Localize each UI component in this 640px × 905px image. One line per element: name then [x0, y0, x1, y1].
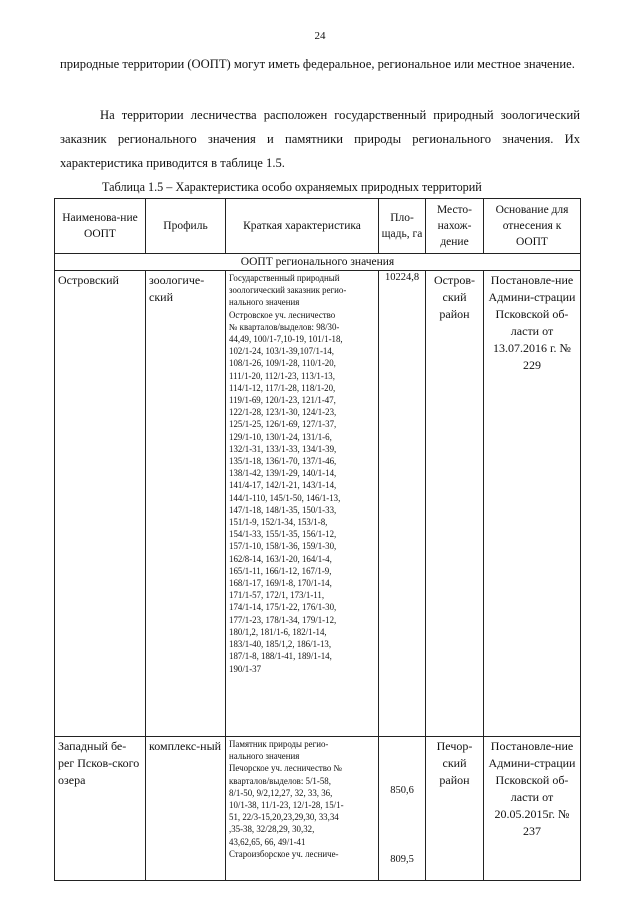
header-profile: Профиль	[146, 199, 226, 254]
header-description: Краткая характеристика	[226, 199, 379, 254]
description-line: 171/1-57, 172/1, 173/1-11,	[229, 590, 325, 601]
oopt-table	[54, 198, 581, 881]
description-line: 102/1-24, 103/1-39,107/1-14,	[229, 346, 335, 357]
description-line: 135/1-18, 136/1-70, 137/1-46,	[229, 456, 337, 467]
intro-paragraph: природные территории (ООПТ) могут иметь федеральное, региональное или местное значение.	[60, 57, 575, 71]
description-line: 183/1-40, 185/1,2, 186/1-13,	[229, 639, 332, 650]
territory-paragraph: На территории лесничества расположен государственный природный зоологический заказник регионального значения и памятники природы регионального значения. Их характеристика приводится в таблице 1.5.	[60, 108, 580, 170]
description-line: 51, 22/3-15,20,23,29,30, 33,34	[229, 812, 339, 823]
description-line: 144/1-110, 145/1-50, 146/1-13,	[229, 492, 341, 503]
header-basis: Основание для отнесения к ООПТ	[484, 199, 581, 254]
description-line: 157/1-10, 158/1-36, 159/1-30,	[229, 541, 337, 552]
description-line: 180/1,2, 181/1-6, 182/1-14,	[229, 626, 327, 637]
description-line: ,35-38, 32/28,29, 30,32,	[229, 824, 315, 835]
description-line: 168/1-17, 169/1-8, 170/1-14,	[229, 578, 332, 589]
description-line: 187/1-8, 188/1-41, 189/1-14,	[229, 651, 332, 662]
description-line: 138/1-42, 139/1-29, 140/1-14,	[229, 468, 337, 479]
description-line: Государственный природный	[229, 273, 340, 283]
description-line: кварталов/выделов: 5/1-58,	[229, 775, 331, 786]
oopt-area: 10224,8	[379, 271, 426, 737]
description-line: 44,49, 100/1-7,10-19, 101/1-18,	[229, 334, 343, 345]
oopt-name: Островский	[55, 271, 146, 737]
description-line: 177/1-23, 178/1-34, 179/1-12,	[229, 614, 337, 625]
table-row	[55, 271, 581, 737]
description-line: 129/1-10, 130/1-24, 131/1-6,	[229, 431, 332, 442]
description-line: 122/1-28, 123/1-30, 124/1-23,	[229, 407, 337, 418]
description-line: 111/1-20, 112/1-23, 113/1-13,	[229, 370, 335, 381]
description-line: 114/1-12, 117/1-28, 118/1-20,	[229, 382, 336, 393]
description-line: 132/1-31, 133/1-33, 134/1-39,	[229, 443, 337, 454]
description-line: № кварталов/выделов: 98/30-	[229, 321, 340, 332]
description-line: 108/1-26, 109/1-28, 110/1-20,	[229, 358, 336, 369]
description-line: 154/1-33, 155/1-35, 156/1-12,	[229, 529, 337, 540]
oopt-name: Западный бе-рег Псков-ского озера	[55, 737, 146, 881]
description-line: 190/1-37	[229, 663, 262, 674]
oopt-basis: Постановле-ние Админи-страции Псковской об-ласти от 20.05.2015г. № 237	[484, 737, 581, 881]
description-line: 43,62,65, 66, 49/1-41	[229, 836, 306, 847]
oopt-area-2: 809,5	[390, 854, 414, 865]
description-line: 165/1-11, 166/1-12, 167/1-9,	[229, 565, 332, 576]
description-line: нального значения	[229, 751, 300, 762]
description-line: 125/1-25, 126/1-69, 127/1-37,	[229, 419, 337, 430]
oopt-description	[226, 737, 379, 881]
table-header-row	[55, 199, 581, 254]
oopt-area-cell	[379, 737, 426, 881]
oopt-profile: зоологиче-ский	[146, 271, 226, 737]
description-line: 119/1-69, 120/1-23, 121/1-47,	[229, 395, 336, 406]
table-row	[55, 737, 581, 881]
description-line: 10/1-38, 11/1-23, 12/1-28, 15/1-	[229, 800, 344, 811]
section-title: ООПТ регионального значения	[55, 254, 581, 271]
description-line: 151/1-9, 152/1-34, 153/1-8,	[229, 517, 328, 528]
table-caption: Таблица 1.5 – Характеристика особо охраняемых природных территорий	[102, 180, 482, 194]
description-line: нального значения	[229, 297, 300, 308]
description-line: Печорское уч. лесничество №	[229, 763, 343, 774]
oopt-area-1: 850,6	[390, 785, 414, 796]
description-line: 174/1-14, 175/1-22, 176/1-30,	[229, 602, 337, 613]
oopt-profile: комплекс-ный	[146, 737, 226, 881]
header-location: Место-нахож-дение	[426, 199, 484, 254]
description-line: зоологический заказник регио-	[229, 285, 347, 296]
description-line: 162/8-14, 163/1-20, 164/1-4,	[229, 553, 332, 564]
description-line: Островское уч. лесничество	[229, 309, 336, 320]
oopt-location: Остров-ский район	[426, 271, 484, 737]
description-line: 8/1-50, 9/2,12,27, 32, 33, 36,	[229, 787, 333, 798]
description-line: Староизборское уч. лесниче-	[229, 848, 339, 859]
description-line: Памятник природы регио-	[229, 739, 329, 749]
header-area: Пло-щадь, га	[379, 199, 426, 254]
description-line: 141/4-17, 142/1-21, 143/1-14,	[229, 480, 337, 491]
description-line: 147/1-18, 148/1-35, 150/1-33,	[229, 504, 337, 515]
section-row	[55, 254, 581, 271]
oopt-description	[226, 271, 379, 737]
oopt-location: Печор-ский район	[426, 737, 484, 881]
page-number: 24	[314, 30, 326, 42]
oopt-basis: Постановле-ние Админи-страции Псковской об-ласти от 13.07.2016 г. № 229	[484, 271, 581, 737]
header-name: Наименова-ние ООПТ	[55, 199, 146, 254]
